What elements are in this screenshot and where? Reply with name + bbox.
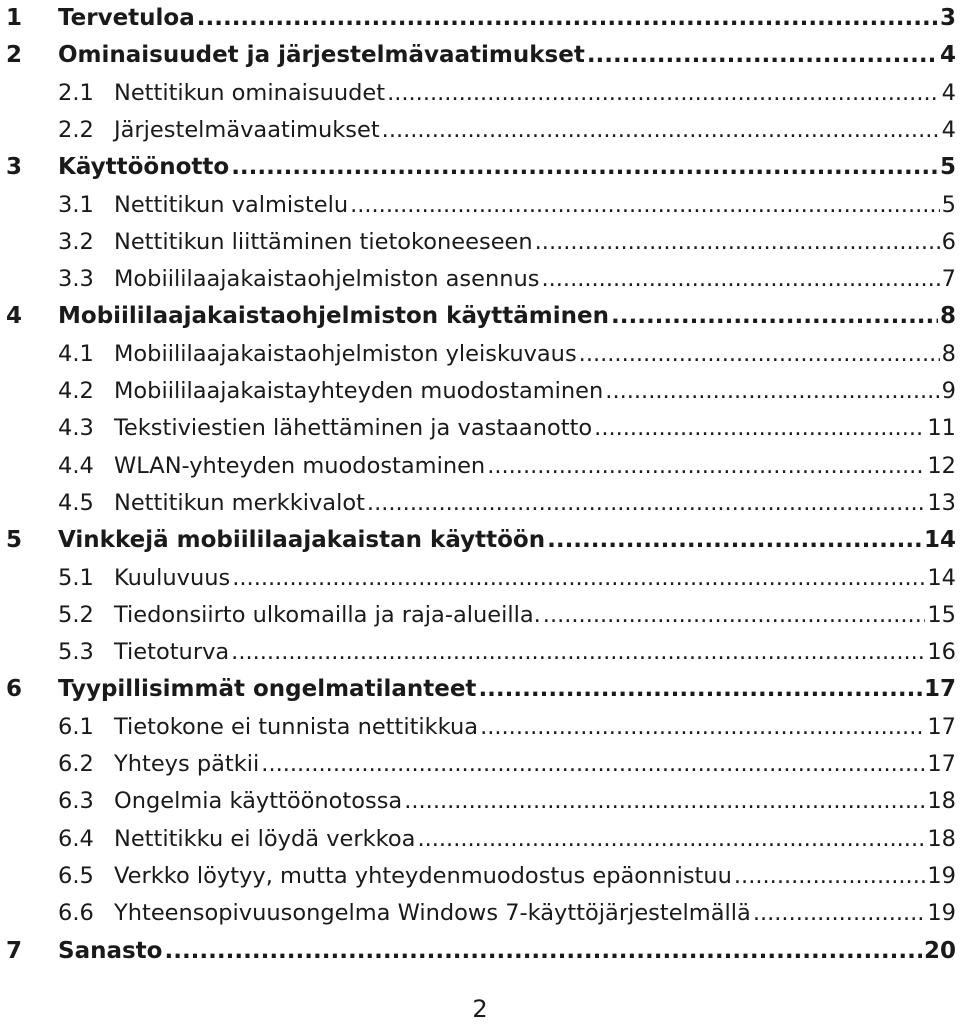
toc-entry[interactable] <box>0 634 960 670</box>
toc-entry-line <box>58 298 960 334</box>
toc-entry-title: Järjestelmävaatimukset <box>114 116 380 143</box>
toc-entry[interactable] <box>0 560 960 596</box>
toc-entry-title: Tyypillisimmät ongelmatilanteet <box>58 676 477 703</box>
toc-dot-leader <box>587 37 938 73</box>
toc-dot-leader <box>480 709 925 745</box>
toc-entry-number: 6.3 <box>58 788 94 815</box>
toc-entry-number: 7 <box>6 937 23 964</box>
toc-entry-page: 8 <box>939 303 956 330</box>
toc-dot-leader <box>753 895 926 931</box>
toc-entry-number: 1 <box>6 5 23 31</box>
toc-entry-number: 6.6 <box>58 900 94 927</box>
toc-entry-line <box>114 373 960 409</box>
toc-dot-leader <box>611 298 938 334</box>
toc-entry-number: 4.5 <box>58 489 94 516</box>
toc-entry-page: 6 <box>941 228 956 255</box>
toc-entry-number: 4.3 <box>58 415 94 442</box>
toc-entry[interactable] <box>0 448 960 484</box>
toc-entry-line <box>114 261 960 297</box>
toc-entry-line <box>114 410 960 446</box>
toc-entry-page: 15 <box>927 601 956 628</box>
toc-entry-number: 3 <box>6 154 23 181</box>
toc-entry-title: Käyttöönotto <box>58 154 230 181</box>
toc-entry-line <box>58 933 960 969</box>
toc-entry[interactable] <box>0 112 960 148</box>
toc-entry-page: 4 <box>941 79 956 106</box>
toc-entry-line <box>114 224 960 260</box>
toc-entry[interactable] <box>0 410 960 446</box>
toc-entry-title: Tervetuloa <box>58 5 195 31</box>
toc-entry-page: 9 <box>941 378 956 404</box>
toc-entry-page: 18 <box>927 825 956 852</box>
toc-dot-leader <box>594 410 925 446</box>
toc-entry-line <box>58 522 960 558</box>
toc-entry[interactable] <box>0 597 960 633</box>
toc-entry-number: 6.1 <box>58 713 94 740</box>
toc-entry-title: Yhteys pätkii <box>114 751 260 777</box>
toc-dot-leader <box>367 485 925 521</box>
toc-entry-number: 2.1 <box>58 79 94 106</box>
toc-entry-page: 4 <box>941 116 956 143</box>
toc-entry-number: 4.2 <box>58 378 94 404</box>
toc-dot-leader <box>261 746 925 782</box>
toc-entry[interactable] <box>0 261 960 297</box>
toc-dot-leader <box>231 149 938 185</box>
toc-entry[interactable] <box>0 37 960 73</box>
toc-entry-line <box>114 560 960 596</box>
toc-entry-line <box>58 0 960 36</box>
toc-entry-line <box>114 187 960 223</box>
toc-entry-number: 2 <box>6 42 23 69</box>
toc-entry-number: 3.3 <box>58 266 94 293</box>
toc-entry-title: Sanasto <box>58 937 163 964</box>
toc-entry-line <box>114 858 960 894</box>
toc-entry-page: 17 <box>927 751 956 777</box>
toc-entry[interactable] <box>0 0 960 36</box>
toc-dot-leader <box>382 112 940 148</box>
toc-entry-number: 3.1 <box>58 191 94 218</box>
toc-dot-leader <box>164 933 922 969</box>
toc-entry-line <box>114 75 960 111</box>
toc-entry-title: Yhteensopivuusongelma Windows 7-käyttöjärjestelmällä <box>114 900 751 927</box>
toc-entry-number: 6 <box>6 676 23 703</box>
toc-dot-leader <box>734 858 925 894</box>
toc-entry-title: Nettitikun valmistelu <box>114 191 349 218</box>
toc-entry-number: 4.1 <box>58 340 94 367</box>
toc-entry-title: Tiedonsiirto ulkomailla ja raja-alueilla. <box>114 601 541 628</box>
toc-entry-number: 5.2 <box>58 601 94 628</box>
toc-dot-leader <box>579 336 940 372</box>
toc-entry-title: Kuuluvuus <box>114 564 231 591</box>
toc-entry-title: Tietokone ei tunnista nettitikkua <box>114 713 479 740</box>
toc-entry-page: 4 <box>939 42 956 69</box>
toc-entry-page: 16 <box>927 639 956 666</box>
toc-entry-line <box>114 336 960 372</box>
toc-dot-leader <box>535 224 940 260</box>
toc-entry[interactable] <box>0 75 960 111</box>
toc-entry-title: Vinkkejä mobiililaajakaistan käyttöön <box>58 527 546 554</box>
toc-entry-page: 11 <box>927 415 956 442</box>
toc-entry-line <box>114 448 960 484</box>
toc-entry-line <box>114 597 960 633</box>
toc-dot-leader <box>605 373 939 409</box>
toc-entry-page: 3 <box>939 5 956 31</box>
toc-entry-title: WLAN-yhteyden muodostaminen <box>114 452 486 479</box>
toc-entry-title: Mobiililaajakaistaohjelmiston yleiskuvaus <box>114 340 577 367</box>
toc-entry-title: Nettitikun merkkivalot <box>114 489 365 516</box>
toc-dot-leader <box>543 597 926 633</box>
toc-entry[interactable] <box>0 522 960 558</box>
toc-entry-number: 4.4 <box>58 452 94 479</box>
toc-dot-leader <box>417 821 925 857</box>
toc-entry[interactable] <box>0 895 960 931</box>
toc-entry-line <box>58 149 960 185</box>
toc-entry-title: Nettitikun ominaisuudet <box>114 79 386 106</box>
toc-entry[interactable] <box>0 709 960 745</box>
toc-entry-title: Ominaisuudet ja järjestelmävaatimukset <box>58 42 585 69</box>
toc-entry-number: 5.3 <box>58 639 94 666</box>
toc-entry-page: 19 <box>927 862 956 889</box>
toc-dot-leader <box>197 0 938 36</box>
toc-entry-line <box>114 709 960 745</box>
toc-entry-number: 4 <box>6 303 23 330</box>
toc-entry-page: 17 <box>923 676 956 703</box>
toc-entry[interactable] <box>0 783 960 819</box>
toc-entry-page: 13 <box>927 489 956 516</box>
toc-entry-line <box>114 634 960 670</box>
toc-dot-leader <box>404 783 925 819</box>
toc-entry-title: Mobiililaajakaistaohjelmiston käyttäminen <box>58 303 609 330</box>
toc-entry[interactable] <box>0 187 960 223</box>
toc-entry-title: Mobiililaajakaistaohjelmiston asennus <box>114 266 540 293</box>
toc-entry[interactable] <box>0 336 960 372</box>
toc-entry-page: 19 <box>927 900 956 927</box>
toc-entry-title: Tekstiviestien lähettäminen ja vastaanotto <box>114 415 593 442</box>
toc-entry[interactable] <box>0 933 960 969</box>
toc-entry-line <box>58 37 960 73</box>
toc-entry-page: 14 <box>927 564 956 591</box>
toc-entry[interactable] <box>0 746 960 782</box>
toc-entry[interactable] <box>0 149 960 185</box>
toc-entry-line <box>114 783 960 819</box>
toc-dot-leader <box>350 187 940 223</box>
toc-entry-page: 17 <box>927 713 956 740</box>
toc-entry-line <box>58 671 960 707</box>
toc-dot-leader <box>541 261 939 297</box>
toc-entry-line <box>114 821 960 857</box>
toc-entry-line <box>114 746 960 782</box>
toc-entry-line <box>114 112 960 148</box>
page-number: 2 <box>472 995 488 1023</box>
toc-entry-page: 5 <box>939 154 956 181</box>
toc-dot-leader <box>478 671 922 707</box>
toc-dot-leader <box>387 75 940 111</box>
toc-entry-number: 5 <box>6 527 23 554</box>
toc-entry-title: Verkko löytyy, mutta yhteydenmuodostus epäonnistuu <box>114 862 732 889</box>
toc-entry[interactable] <box>0 485 960 521</box>
toc-entry-line <box>114 895 960 931</box>
toc-entry-title: Nettitikun liittäminen tietokoneeseen <box>114 228 533 255</box>
toc-entry-line <box>114 485 960 521</box>
toc-entry-page: 18 <box>927 788 956 815</box>
toc-entry[interactable] <box>0 373 960 409</box>
toc-entry-title: Tietoturva <box>114 639 230 666</box>
toc-entry-page: 20 <box>923 937 956 964</box>
toc-dot-leader <box>547 522 922 558</box>
toc-entry-title: Ongelmia käyttöönotossa <box>114 788 403 815</box>
toc-entry-page: 14 <box>923 527 956 554</box>
toc-dot-leader <box>232 560 925 596</box>
toc-entry-title: Mobiililaajakaistayhteyden muodostaminen <box>114 378 604 404</box>
toc-entry-number: 3.2 <box>58 228 94 255</box>
toc-dot-leader <box>231 634 925 670</box>
toc-entry-number: 2.2 <box>58 116 94 143</box>
toc-entry-number: 6.5 <box>58 862 94 889</box>
toc-entry-number: 5.1 <box>58 564 94 591</box>
toc-entry-number: 6.2 <box>58 751 94 777</box>
toc-entry[interactable] <box>0 821 960 857</box>
toc-entry[interactable] <box>0 298 960 334</box>
toc-entry-number: 6.4 <box>58 825 94 852</box>
toc-entry[interactable] <box>0 224 960 260</box>
toc-dot-leader <box>487 448 925 484</box>
toc-entry-page: 5 <box>941 191 956 218</box>
toc-entry[interactable] <box>0 858 960 894</box>
toc-entry-title: Nettitikku ei löydä verkkoa <box>114 825 416 852</box>
toc-entry-page: 12 <box>927 452 956 479</box>
toc-entry-page: 8 <box>941 340 956 367</box>
toc-entry[interactable] <box>0 671 960 707</box>
toc-entry-page: 7 <box>941 266 956 293</box>
